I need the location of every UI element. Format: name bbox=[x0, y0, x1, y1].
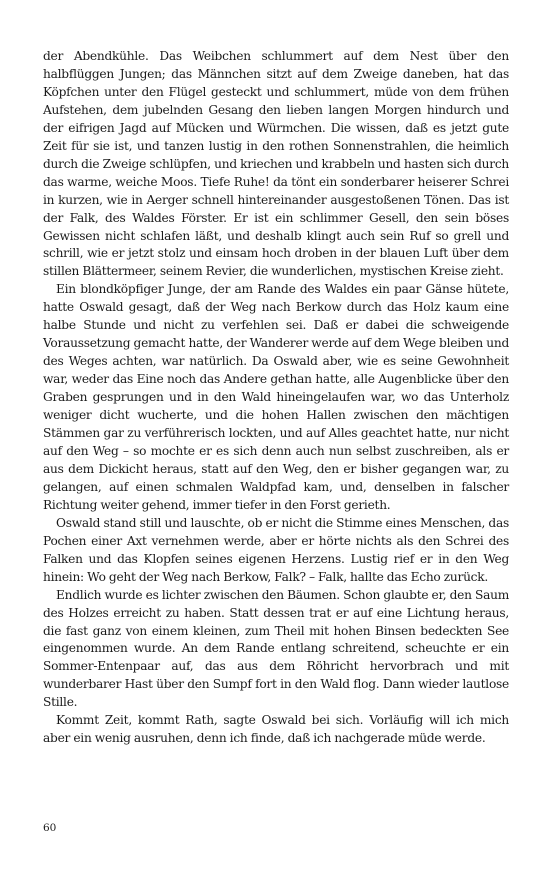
paragraph-2: Ein blondköpfiger Junge, der am Rande des Waldes ein paar Gänse hütete, hatte Oswald gesagt, daß der Weg nach Berkow durch das Holz kaum eine halbe Stunde und nicht zu verfehlen sei. Daß er dabei die schweigende Voraussetzung gemacht hatte, der Wanderer werde auf dem Wege bleiben und des Weges achten, war natürlich. Da Oswald aber, wie es seine Gewohnheit war, weder das Eine noch das Andere gethan hatte, alle Augenblicke über den Graben gesprungen und in den Wald hineingelaufen war, wo das Unterholz weniger dicht wucherte, und die hohen Hallen zwischen den mächtigen Stämmen gar zu verführerisch lockten, und auf Alles geachtet hatte, nur nicht auf den Weg – so mochte er es sich denn auch nun selbst zuschreiben, als er aus dem Dickicht heraus, statt auf den Weg, den er bisher gegangen war, zu gelangen, auf einen schmalen Waldpfad kam, und, denselben in falscher Richtung weiter gehend, immer tiefer in den Forst gerieth. bbox=[43, 282, 509, 512]
paragraph-3: Oswald stand still und lauschte, ob er nicht die Stimme eines Menschen, das Pochen einer Axt vernehmen werde, aber er hörte nichts als den Schrei des Falken und das Klopfen seines eigenen Herzens. Lustig rief er in den Weg hinein: Wo geht der Weg nach Berkow, Falk? – Falk, hallte das Echo zurück. bbox=[43, 515, 509, 584]
page-number: 60 bbox=[43, 822, 57, 834]
paragraph-4: Endlich wurde es lichter zwischen den Bäumen. Schon glaubte er, den Saum des Holzes erreicht zu haben. Statt dessen trat er auf eine Lichtung heraus, die fast ganz von einem kleinen, zum Theil mit hohen Binsen bedeckten See eingenommen wurde. An dem Rande entlang schreitend, scheuchte er ein Sommer-Entenpaar auf, das aus dem Röhricht hervorbrach und mit wunderbarer Hast über den Sumpf fort in den Wald flog. Dann wieder lautlose Stille. bbox=[43, 587, 509, 710]
body-text bbox=[43, 48, 509, 748]
paragraph-5: Kommt Zeit, kommt Rath, sagte Oswald bei sich. Vorläufig will ich mich aber ein wenig ausruhen, denn ich finde, daß ich nachgerade müde werde. bbox=[43, 713, 509, 746]
book-page bbox=[43, 48, 509, 848]
paragraph-1: der Abendkühle. Das Weibchen schlummert auf dem Nest über den halbflüggen Jungen; das Männchen sitzt auf dem Zweige daneben, hat das Köpfchen unter den Flügel gesteckt und schlummert, müde von dem frühen Aufstehen, dem jubelnden Gesang den lieben langen Morgen hindurch und der eifrigen Jagd auf Mücken und Würmchen. Die wissen, daß es jetzt gute Zeit für sie ist, und tanzen lustig in den rothen Sonnenstrahlen, die heimlich durch die Zweige schlüpfen, und kriechen und krabbeln und hasten sich durch das warme, weiche Moos. Tiefe Ruhe! da tönt ein sonderbarer heiserer Schrei in kurzen, wie in Aerger schnell hintereinander ausgestoßenen Tönen. Das ist der Falk, des Waldes Förster. Er ist ein schlimmer Gesell, den sein böses Gewissen nicht schlafen läßt, und deshalb klingt auch sein Ruf so grell und schrill, wie er jetzt stolz und einsam hoch droben in der blauen Luft über dem stillen Blättermeer, seinem Revier, die wunderlichen, mystischen Kreise zieht. bbox=[43, 49, 509, 279]
